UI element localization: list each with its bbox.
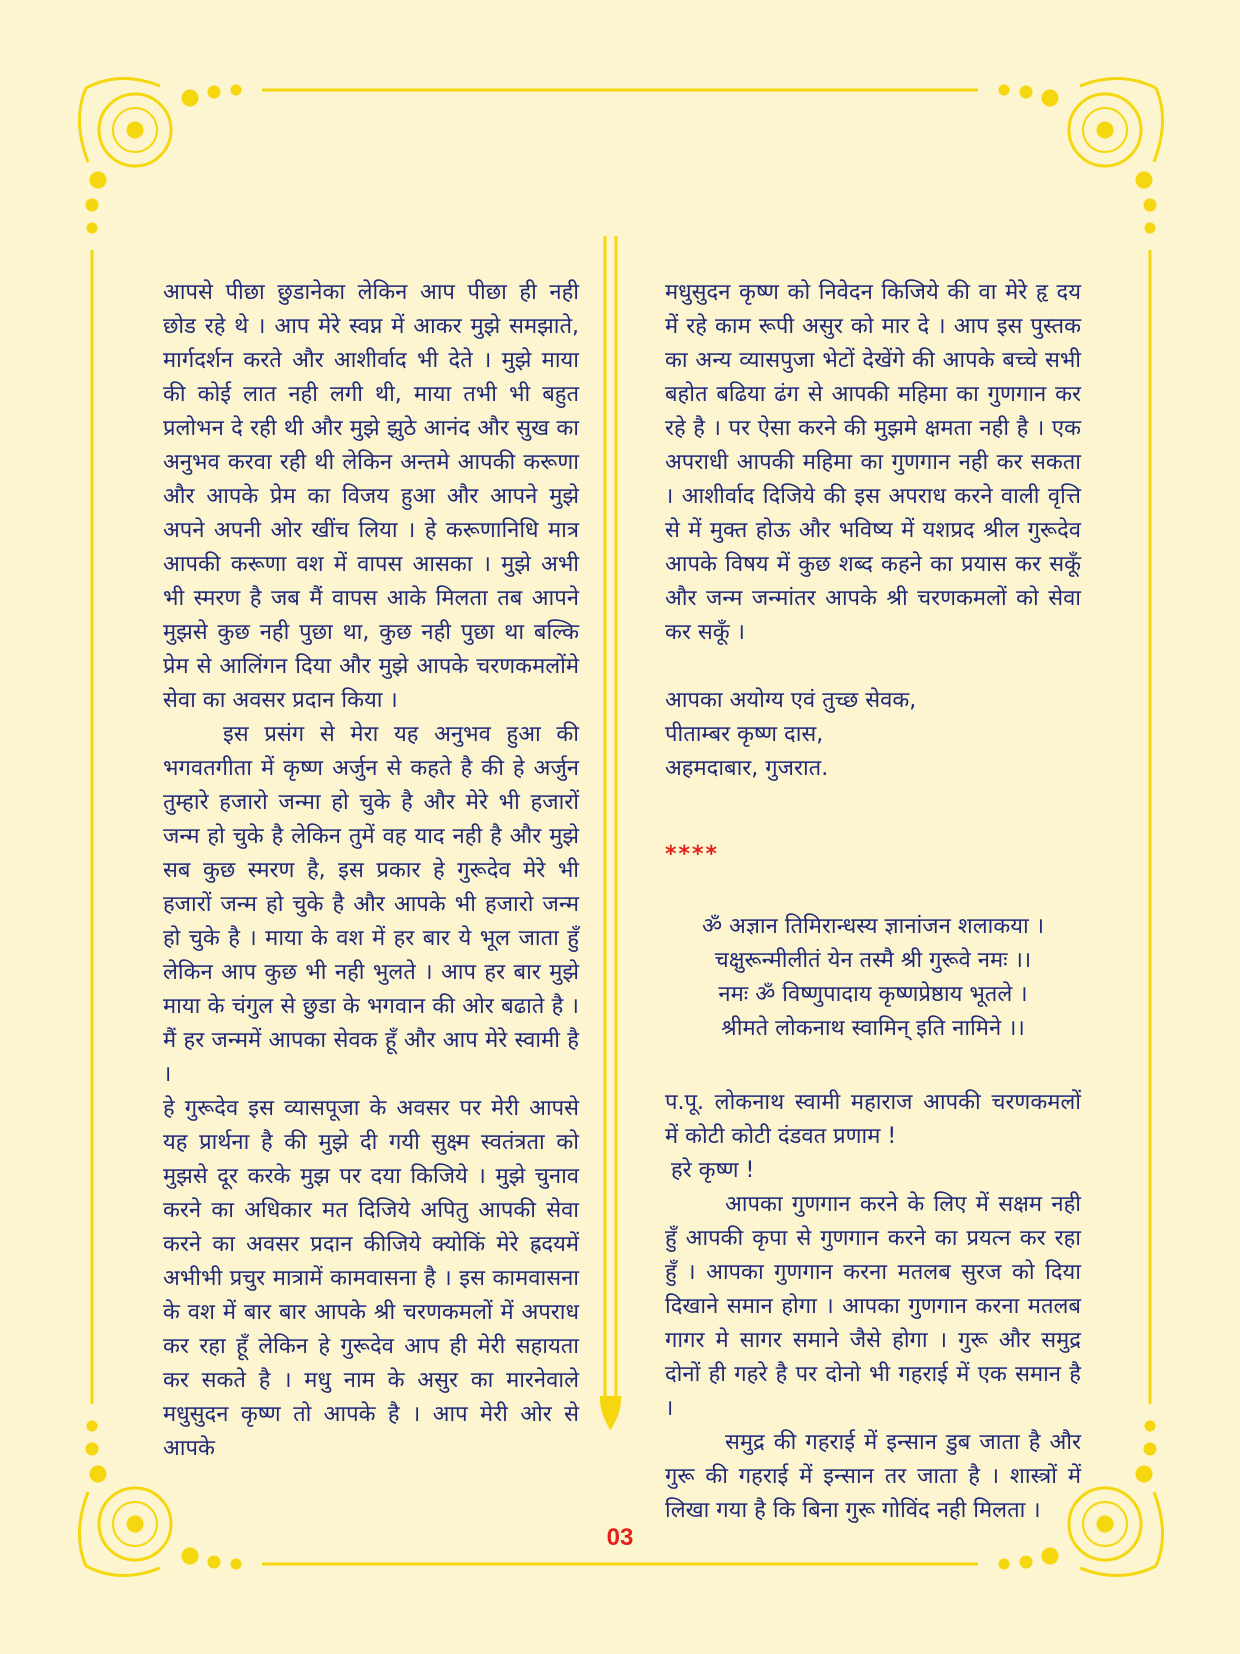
corner-ornament-top-right bbox=[999, 78, 1163, 233]
shloka-line-2: चक्षुरून्मीलीतं येन तस्मै श्री गुरूवे नमः ।। bbox=[714, 948, 1032, 973]
shloka-line-3: नमः ॐ विष्णुपादाय कृष्णप्रेष्ठाय भूतले । bbox=[718, 982, 1028, 1007]
left-paragraph-1: आपसे पीछा छुडानेका लेकिन आप पीछा ही नही छोड रहे थे । आप मेरे स्वप्न में आकर मुझे समझाते, मार्गदर्शन करते और आशीर्वाद भी देते । मुझे माया की कोई लात नही लगी थी, माया तभी भी बहुत प्रलोभन दे रही थी और मुझे झुठे आनंद और सुख का अनुभव करवा रही थी लेकिन अन्तमे आपकी करूणा और आपके प्रेम का विजय हुआ और आपने मुझे अपने अपनी ओर खींच लिया । हे करूणानिधि मात्र आपकी करूणा वश में वापस आसका । मुझे अभी भी स्मरण है जब मैं वापस आके मिलता तब आपने मुझसे कुछ नही पुछा था, कुछ नही पुछा था बल्कि प्रेम से आलिंगन दिया और मुझे आपके चरणकमलोंमे सेवा का अवसर प्रदान किया । bbox=[163, 280, 579, 713]
corner-ornament-top-left bbox=[79, 78, 241, 233]
left-paragraph-2: इस प्रसंग से मेरा यह अनुभव हुआ की भगवतगीता में कृष्ण अर्जुन से कहते है की हे अर्जुन तुम्हारे हजारो जन्मा हो चुके है और मेरे भी हजारों जन्म हो चुके है लेकिन तुमें वह याद नही है और मुझे सब कुछ स्मरण है, इस प्रकार हे गुरूदेव मेरे भी हजारों जन्म हो चुके है और आपके भी हजारो जन्म हो चुके है । माया के वश में हर बार ये भूल जाता हुँ लेकिन आप कुछ भी नही भुलते । आप हर बार मुझे माया के चंगुल से छुडा के भगवान की ओर बढाते है । मैं हर जन्ममें आपका सेवक हूँ और आप मेरे स्वामी है । bbox=[163, 722, 579, 1087]
right-paragraph-3: समुद्र की गहराई में इन्सान डुब जाता है और गुरू की गहराई में इन्सान तर जाता है । शास्त्रों में लिखा गया है कि बिना गुरू गोविंद नही मिलता । bbox=[665, 1430, 1081, 1523]
right-paragraph-1: मधुसुदन कृष्ण को निवेदन किजिये की वा मेरे हृ दय में रहे काम रूपी असुर को मार दे । आप इस पुस्तक का अन्य व्यासपुजा भेटों देखेंगे की आपके बच्चे सभी बहोत बढिया ढंग से आपकी महिमा का गुणगान कर रहे है । पर ऐसा करने की मुझमे क्षमता नही है । एक अपराधी आपकी महिमा का गुणगान नही कर सकता । आशीर्वाद दिजिये की इस अपराध करने वाली वृत्ति से में मुक्त होऊ और भविष्य में यशप्रद श्रील गुरूदेव आपके विषय में कुछ शब्द कहने का प्रयास कर सकूँ और जन्म जन्मांतर आपके श्री चरणकमलों को सेवा कर सकूँ । bbox=[665, 280, 1081, 645]
shloka-line-4: श्रीमते लोकनाथ स्वामिन् इति नामिने ।। bbox=[721, 1016, 1025, 1041]
divider-drop-ornament bbox=[600, 1396, 621, 1430]
right-paragraph-2: आपका गुणगान करने के लिए में सक्षम नही हुँ आपकी कृपा से गुणगान करने का प्रयत्न कर रहा हुँ । आपका गुणगान करना मतलब सुरज को दिया दिखाने समान होगा । आपका गुणगान करना मतलब गागर मे सागर समाने जैसे होगा । गुरू और समुद्र दोनों ही गहरे है पर दोनो भी गहराई में एक समान है । bbox=[665, 1192, 1081, 1421]
hare-krishna: हरे कृष्ण ! bbox=[671, 1158, 755, 1183]
separator-stars: **** bbox=[665, 842, 720, 867]
signature-line-2: पीताम्बर कृष्ण दास, bbox=[665, 722, 824, 747]
left-column bbox=[163, 276, 579, 1466]
signature-line-1: आपका अयोग्य एवं तुच्छ सेवक, bbox=[665, 688, 917, 713]
right-column bbox=[665, 276, 1081, 1528]
greeting: प.पू. लोकनाथ स्वामी महाराज आपकी चरणकमलों में कोटी कोटी दंडवत प्रणाम ! bbox=[665, 1090, 1081, 1149]
shloka-line-1: ॐ अज्ञान तिमिरान्धस्य ज्ञानांजन शलाकया । bbox=[701, 914, 1045, 939]
signature-line-3: अहमदाबार, गुजरात. bbox=[665, 756, 829, 781]
left-paragraph-3: हे गुरूदेव इस व्यासपूजा के अवसर पर मेरी आपसे यह प्रार्थना है की मुझे दी गयी सुक्ष्म स्वतंत्रता को मुझसे दूर करके मुझ पर दया किजिये । मुझे चुनाव करने का अधिकार मत दिजिये अपितु आपकी सेवा करने का अवसर प्रदान कीजिये क्योकिं मेरे ह्रदयमें अभीभी प्रचुर मात्रामें कामवासना है । इस कामवासना के वश में बार बार आपके श्री चरणकमलों में अपराध कर रहा हूँ लेकिन हे गुरूदेव आप ही मेरी सहायता कर सकते है । मधु नाम के असुर का मारनेवाले मधुसुदन कृष्ण तो आपके है । आप मेरी ओर से आपके bbox=[163, 1096, 579, 1461]
page-number: 03 bbox=[606, 1524, 634, 1551]
